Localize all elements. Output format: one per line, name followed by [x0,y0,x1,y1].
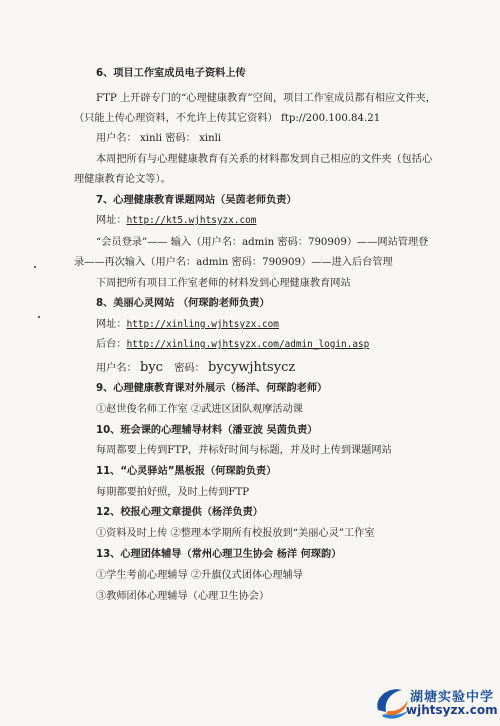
section-12-title: 12、校报心理文章提供（杨洋负责） [96,507,263,518]
section-13-items: ①学生考前心理辅导 ②升旗仪式团体心理辅导 [96,570,303,581]
section-6-para-2: 本周把所有与心理健康教育有关系的材料都发到自己相应的文件夹（包括心 [96,154,433,165]
section-7-url-row [96,214,256,228]
section-8-credentials [96,361,295,376]
section-6-title: 6、项目工作室成员电子资料上传 [96,68,246,79]
scan-speck [34,266,36,268]
section-7-para-3: 下周把所有项目工作室老师的材料发到心理健康教育网站 [96,278,351,289]
section-8-admin-link[interactable]: http://xinling.wjhtsyzx.com/admin_login.asp [126,339,370,350]
section-12-items: ①资料及时上传 ②整理本学期所有校报放到“美丽心灵”工作室 [96,528,375,539]
section-10-title: 10、班会课的心理辅导材料（潘亚波 吴茵负责） [96,425,318,436]
pass-label: 密码： [174,363,205,374]
user-value: byc [140,360,163,375]
section-6-para-3: 理健康教育论文等）。 [74,174,171,185]
section-13-title: 13、心理团体辅导（常州心理卫生协会 杨洋 何琛韵） [96,549,342,560]
section-6-ftp: （只能上传心理资料，不允许上传其它资料） ftp://200.100.84.21 [74,113,381,124]
section-6-para: FTP 上开辟专门的“心理健康教育”空间，项目工作室成员都有相应文件夹， [96,93,436,104]
section-7-url-link[interactable]: http://kt5.wjhtsyzx.com [126,215,257,226]
section-9-items: ①赵世俊名师工作室 ②武进区团队观摩活动课 [96,404,303,415]
school-logo [372,684,496,722]
section-8-title: 8、美丽心灵网站 （何琛韵老师负责） [96,298,270,309]
section-7-para-2: 录——再次输入（用户名：admin 密码：790909）——进入后台管理 [74,257,393,268]
section-6-credentials: 用户名： xinli 密码： xinli [96,133,222,144]
school-name: 湖塘实验中学 [410,690,495,705]
user-label: 用户名： [96,363,137,374]
section-8-url-link[interactable]: http://xinling.wjhtsyzx.com [126,319,279,330]
section-9-title: 9、心理健康教育课对外展示（杨洋、何琛韵老师） [96,383,328,394]
section-7-para: “会员登录”—— 输入（用户名：admin 密码：790909）——网站管理登 [96,237,429,248]
section-11-para: 每期都要拍好照，及时上传到FTP [96,487,250,498]
scan-speck [38,316,40,318]
pass-value: bycywjhtsycz [208,360,296,375]
admin-label: 后台： [96,339,127,350]
section-13-item-3: ③教师团体心理辅导（心理卫生协会） [96,591,270,602]
school-url: wjhtsyzx.com [406,703,498,717]
url-label: 网址： [96,319,127,330]
section-8-admin-row [96,338,369,352]
url-label: 网址： [96,215,127,226]
section-8-url-row [96,318,279,332]
section-10-para: 每周都要上传到FTP，并标好时间与标题，并及时上传到课题网站 [96,445,392,456]
section-7-title: 7、心理健康教育课题网站（吴茵老师负责） [96,195,297,206]
section-11-title: 11、“心灵驿站”黑板报（何琛韵负责） [96,466,277,477]
